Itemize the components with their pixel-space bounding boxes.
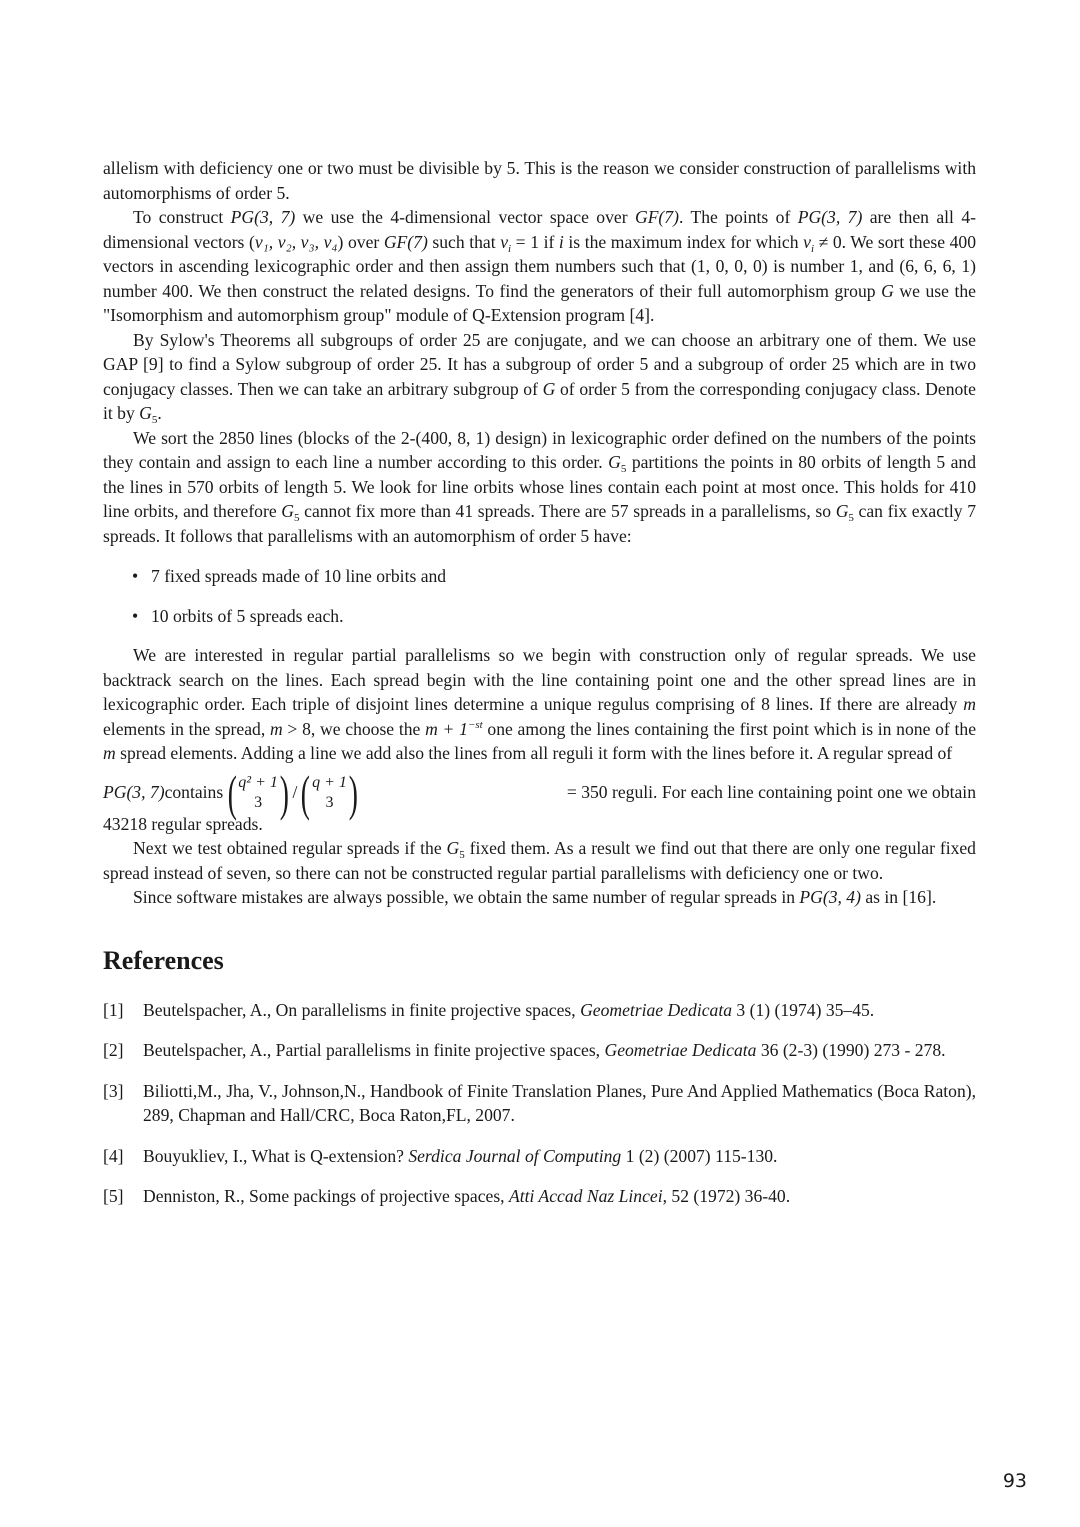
list-item: • 10 orbits of 5 spreads each. (132, 605, 344, 626)
bullet-list (103, 564, 976, 628)
list-item: • 7 fixed spreads made of 10 line orbits and (132, 566, 447, 586)
paragraph: allelism with deficiency one or two must be divisible by 5. This is the reason we consider construction of parallelisms with automorphisms of order 5. (103, 158, 976, 203)
paragraph: We are interested in regular partial parallelisms so we begin with construction only of regular spreads. We use backtrack search on the lines. Each spread begin with the line containing point one and the other spread lines are in lexicographic order. Each triple of disjoint lines determine a unique regulus comprising of 8 lines. If there are already m elements in the spread, m > 8, we choose the $m + 1^{-st}$ one among the lines containing the first point which is in none of the m spread elements. Adding a line we add also the lines from all reguli it form with the lines before it. A regular spread of (103, 645, 977, 763)
binomial-equation: PG(3, 7) contains ( q² + 1 3 ) / ( q + 1 3 ) = 350 reguli. For each line containing point one we obtain (103, 764, 976, 821)
page-content (103, 156, 976, 1225)
paragraph: 43218 regular spreads. (103, 813, 263, 834)
reference-item: [5] Denniston, R., Some packings of projective spaces, Atti Accad Naz Lincei, 52 (1972) 36-40. (103, 1186, 791, 1206)
reference-item: [2] Beutelspacher, A., Partial parallelisms in finite projective spaces, Geometriae Dedicata 36 (2-3) (1990) 273 - 278. (103, 1040, 946, 1060)
reference-item: [4] Bouyukliev, I., What is Q-extension? Serdica Journal of Computing 1 (2) (2007) 115-130. (103, 1145, 778, 1166)
reference-item: [1] Beutelspacher, A., On parallelisms in finite projective spaces, Geometriae Dedicata 3 (1) (1974) 35–45. (103, 999, 875, 1020)
paragraph: To construct PG(3, 7) we use the 4-dimensional vector space over GF(7). The points of PG(3, 7) are then all 4-dimensional vectors (v₁, v₂, v₃, v₄) over GF(7) such that $v_i = 1$ if i is the maximum index for which $v_i \ne 0$. We sort these 400 vectors in ascending lexicographic order and then assign them numbers such that (1, 0, 0, 0) is number 1, and (6, 6, 6, 1) number 400. We then construct the related designs. To find the generators of their full automorphism group G we use the "Isomorphism and automorphism group" module of Q-Extension program [4]. (103, 207, 977, 325)
reference-item: [3] Biliotti,M., Jha, V., Johnson,N., Handbook of Finite Translation Planes, Pure And Applied Mathematics (Boca Raton), 289, Chapman and Hall/CRC, Boca Raton,FL, 2007. (103, 1080, 976, 1125)
binomial: q + 1 3 (312, 773, 347, 811)
binomial: q² + 1 3 (238, 773, 278, 811)
paragraph: By Sylow's Theorems all subgroups of order 25 are conjugate, and we can choose an arbitrary one of them. We use GAP [9] to find a Sylow subgroup of order 25. It has a subgroup of order 5 and a subgroup of order 25 which are in two conjugacy classes. Then we can take an arbitrary subgroup of G of order 5 from the corresponding conjugacy class. Denote it by $G_5$. (103, 329, 976, 426)
page-number: 93 (1002, 1470, 1027, 1492)
paragraph: Since software mistakes are always possible, we obtain the same number of regular spreads in PG(3, 4) as in [16]. (133, 887, 937, 907)
paragraph: Next we test obtained regular spreads if the $G_5$ fixed them. As a result we find out that there are only one regular fixed spread instead of seven, so there can not be constructed regular partial parallelisms with deficiency one or two. (103, 838, 976, 883)
paragraph: We sort the 2850 lines (blocks of the 2-(400, 8, 1) design) in lexicographic order defined on the numbers of the points they contain and assign to each line a number according to this order. $G_5$ partitions the points in 80 orbits of length 5 and the lines in 570 orbits of length 5. We look for line orbits whose lines contain each point at most once. This holds for 410 line orbits, and therefore $G_5$ cannot fix more than 41 spreads. There are 57 spreads in a parallelisms, so $G_5$ can fix exactly 7 spreads. It follows that parallelisms with an automorphism of order 5 have: (103, 427, 977, 546)
references-heading: References (103, 945, 224, 975)
